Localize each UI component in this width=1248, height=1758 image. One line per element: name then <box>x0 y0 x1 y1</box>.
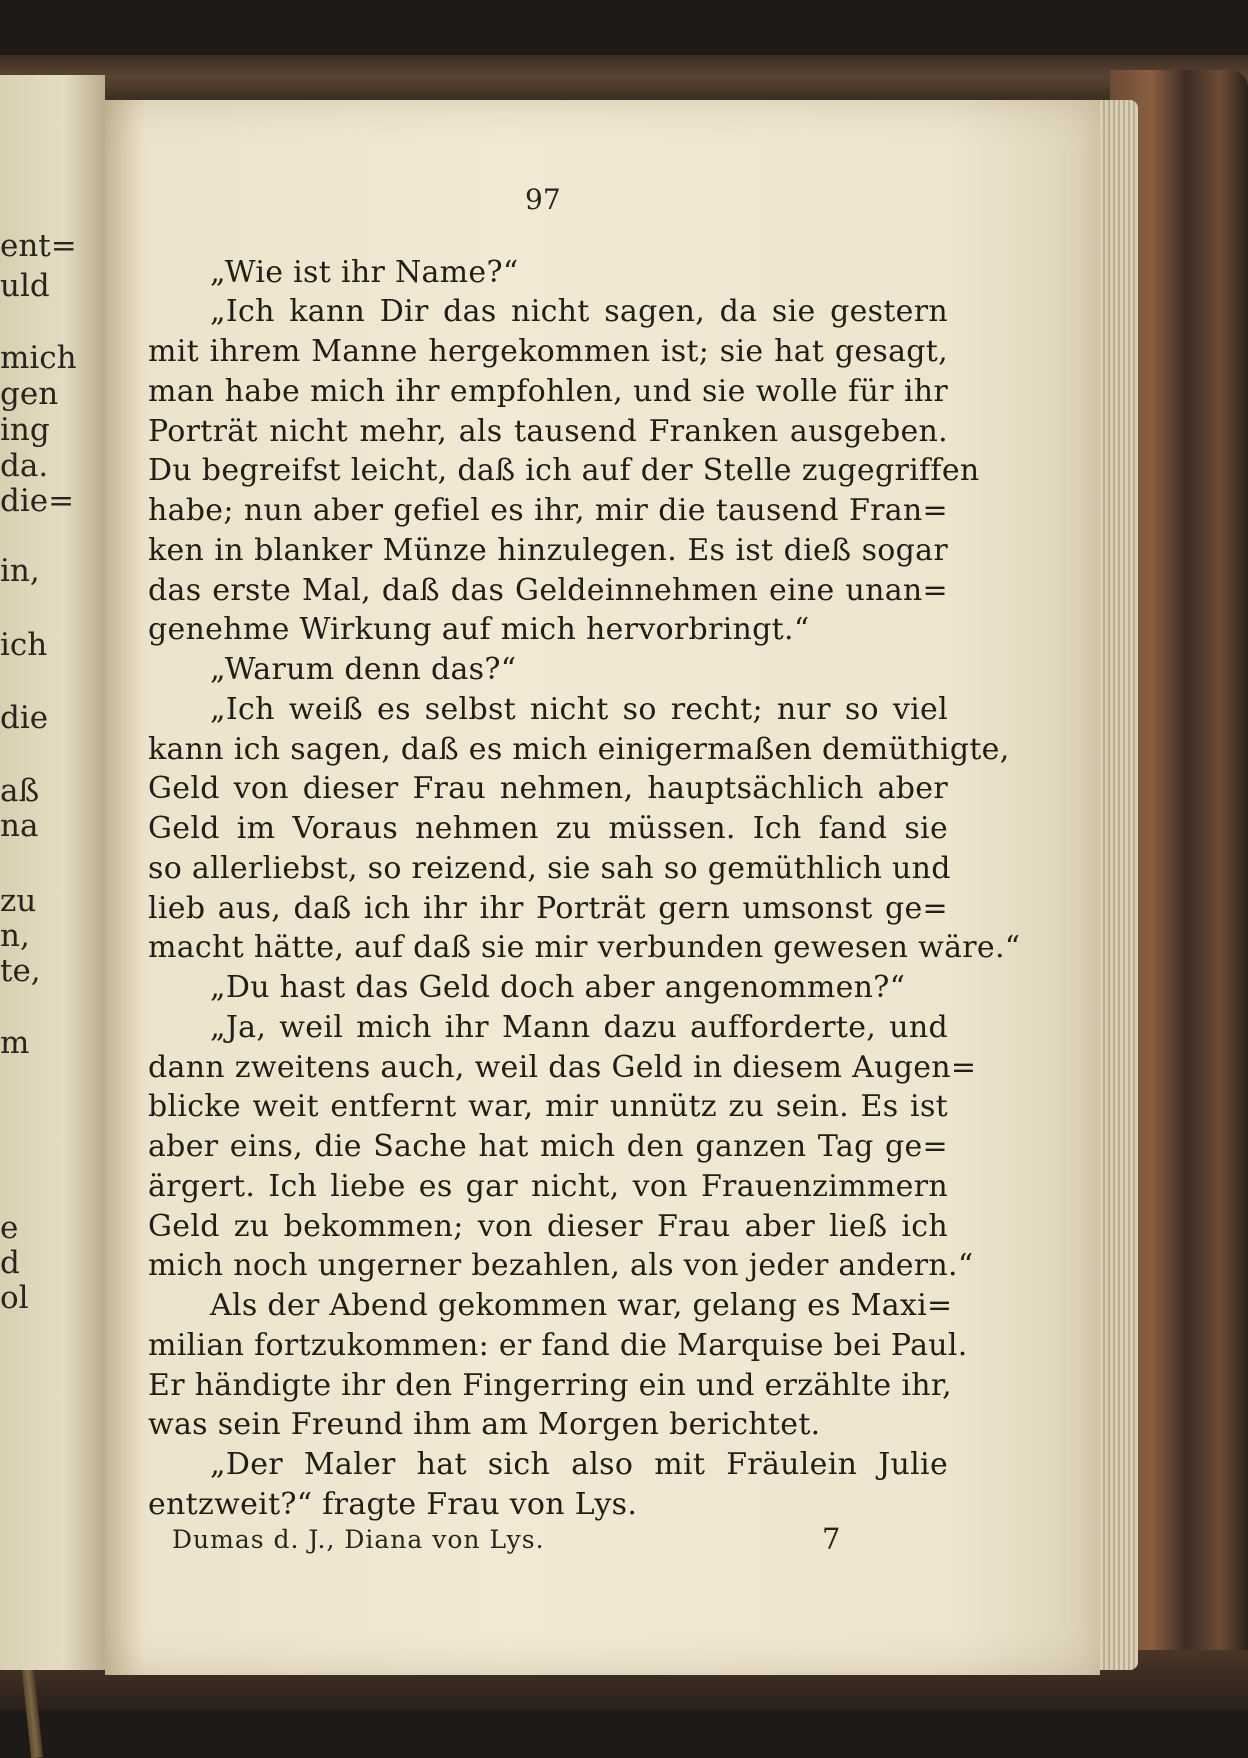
left-page-fragment: mich <box>0 340 77 376</box>
text-line: „Ich kann Dir das nicht sagen, da sie gestern <box>210 294 948 329</box>
text-line: „Ja, weil mich ihr Mann dazu aufforderte, und <box>210 1010 948 1045</box>
left-page-fragment: aß <box>0 773 40 809</box>
text-line: „Wie ist ihr Name?“ <box>210 255 519 290</box>
left-page-fragment: gen <box>0 376 59 412</box>
left-page-fragment: ent= <box>0 228 77 264</box>
text-line: Als der Abend gekommen war, gelang es Maxi= <box>210 1288 953 1323</box>
left-page-fragment: in, <box>0 553 40 589</box>
text-line: kann ich sagen, daß es mich einigermaßen demüthigte, <box>148 732 1010 767</box>
footer-sheet-number: 7 <box>822 1522 841 1556</box>
left-page-fragment: die <box>0 700 49 736</box>
text-line: Geld zu bekommen; von dieser Frau aber ließ ich <box>148 1209 948 1244</box>
text-line: „Ich weiß es selbst nicht so recht; nur so viel <box>210 692 948 727</box>
text-line: Geld im Voraus nehmen zu müssen. Ich fand sie <box>148 811 948 846</box>
text-line: das erste Mal, daß das Geldeinnehmen eine unan= <box>148 573 948 608</box>
text-line: was sein Freund ihm am Morgen berichtet. <box>148 1407 821 1442</box>
text-line: „Der Maler hat sich also mit Fräulein Julie <box>210 1447 948 1482</box>
text-line: ärgert. Ich liebe es gar nicht, von Frauenzimmern <box>148 1169 948 1204</box>
text-line: so allerliebst, so reizend, sie sah so gemüthlich und <box>148 851 951 886</box>
left-page-fragment: n, <box>0 918 30 954</box>
text-line: „Warum denn das?“ <box>210 652 517 687</box>
left-page-fragment: d <box>0 1245 20 1281</box>
text-line: aber eins, die Sache hat mich den ganzen Tag ge= <box>148 1129 948 1164</box>
text-line: mich noch ungerner bezahlen, als von jeder andern.“ <box>148 1248 974 1283</box>
left-page-fragment: die= <box>0 483 75 519</box>
left-page-fragment: zu <box>0 883 37 919</box>
text-line: milian fortzukommen: er fand die Marquise bei Paul. <box>148 1328 968 1363</box>
text-line: genehme Wirkung auf mich hervorbringt.“ <box>148 612 810 647</box>
text-line: Er händigte ihr den Fingerring ein und erzählte ihr, <box>148 1368 953 1403</box>
left-page-fragment: ol <box>0 1280 29 1316</box>
left-page-fragment: uld <box>0 268 50 304</box>
page-number: 97 <box>525 183 561 216</box>
left-page-fragment: ich <box>0 627 48 663</box>
text-line: Porträt nicht mehr, als tausend Franken ausgeben. <box>148 414 948 449</box>
left-page-fragment: te, <box>0 953 41 989</box>
text-line: lieb aus, daß ich ihr ihr Porträt gern umsonst ge= <box>148 891 948 926</box>
text-line: blicke weit entfernt war, mir unnütz zu sein. Es ist <box>148 1089 948 1124</box>
text-line: man habe mich ihr empfohlen, und sie wolle für ihr <box>148 374 948 409</box>
text-line: habe; nun aber gefiel es ihr, mir die tausend Fran= <box>148 493 948 528</box>
text-line: „Du hast das Geld doch aber angenommen?“ <box>210 970 906 1005</box>
footer-signature: Dumas d. J., Diana von Lys. <box>172 1525 545 1554</box>
text-line: ken in blanker Münze hinzulegen. Es ist dieß sogar <box>148 533 948 568</box>
text-line: entzweit?“ fragte Frau von Lys. <box>148 1487 638 1522</box>
text-line: macht hätte, auf daß sie mir verbunden gewesen wäre.“ <box>148 930 1021 965</box>
left-page-fragment: m <box>0 1025 30 1061</box>
left-page-fragment: e <box>0 1210 19 1246</box>
text-line: Geld von dieser Frau nehmen, hauptsächlich aber <box>148 771 948 806</box>
left-page-fragment: da. <box>0 448 49 484</box>
text-line: mit ihrem Manne hergekommen ist; sie hat gesagt, <box>148 334 948 369</box>
text-line: dann zweitens auch, weil das Geld in diesem Augen= <box>148 1050 977 1085</box>
text-line: Du begreifst leicht, daß ich auf der Stelle zugegriffen <box>148 453 980 488</box>
left-page-fragment: ing <box>0 412 50 448</box>
left-facing-page <box>0 75 105 1670</box>
left-page-fragment: na <box>0 808 39 844</box>
